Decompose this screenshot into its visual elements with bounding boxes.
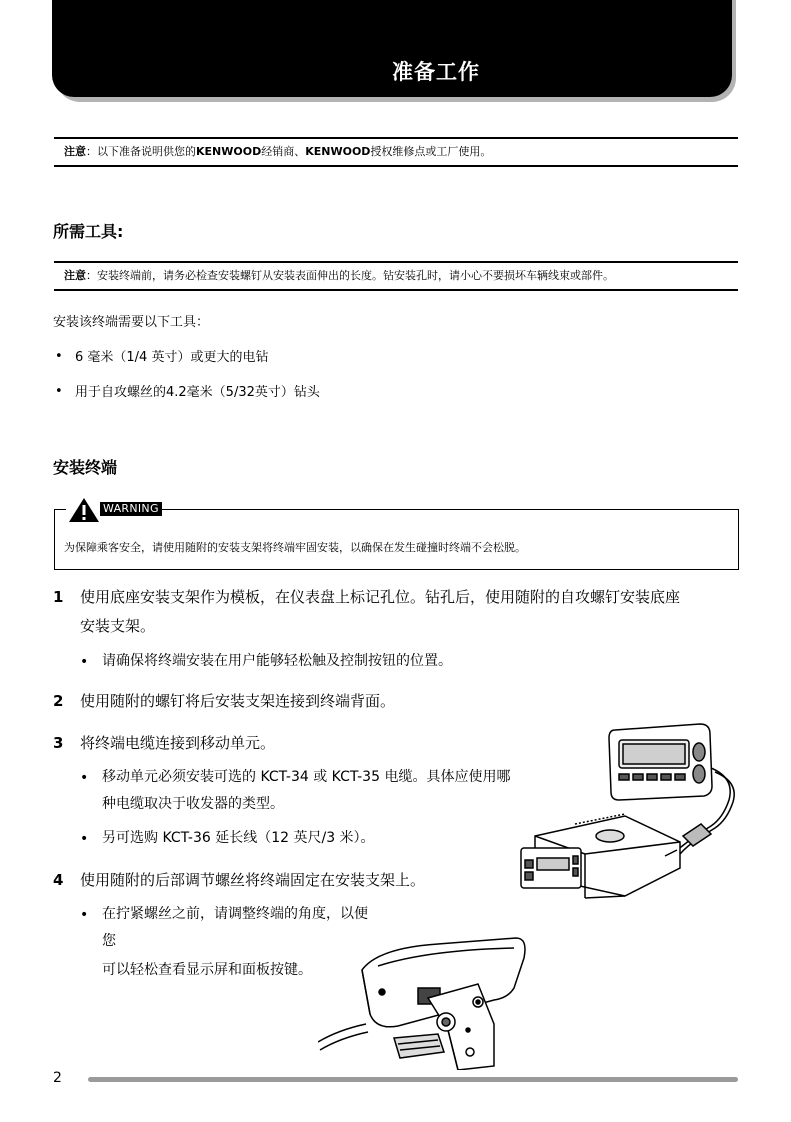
- section-heading-tools: 所需工具:: [53, 222, 124, 241]
- brand-name: KENWOOD: [305, 145, 371, 158]
- warning-text: 为保障乘客安全，请使用随附的安装支架将终端牢固安装，以确保在发生碰撞时终端不会松脱。: [64, 541, 526, 554]
- bullet: •: [55, 384, 63, 399]
- list-item: 用于自攻螺丝的4.2毫米（5/32英寸）钻头: [75, 385, 320, 400]
- step-number: 1: [53, 588, 64, 606]
- bullet: •: [80, 831, 89, 847]
- sub-item: 在拧紧螺丝之前，请调整终端的角度，以便: [102, 906, 368, 922]
- brand-name: KENWOOD: [196, 145, 262, 158]
- warning-triangle-icon: [68, 497, 100, 523]
- bullet: •: [80, 907, 89, 923]
- sub-item: 移动单元必须安装可选的 KCT-34 或 KCT-35 电缆。具体应使用哪: [102, 769, 511, 785]
- divider: [54, 289, 738, 291]
- step-text: 将终端电缆连接到移动单元。: [80, 734, 276, 752]
- note-text: ：以下准备说明供您的: [86, 145, 196, 158]
- divider: [160, 509, 738, 510]
- divider: [54, 261, 738, 263]
- bullet: •: [55, 349, 63, 364]
- bullet: •: [80, 770, 89, 786]
- step-text: 安装支架。: [80, 617, 156, 635]
- sub-item: 另可选购 KCT-36 延长线（12 英尺/3 米）。: [102, 830, 375, 846]
- top-note: [64, 145, 491, 159]
- footer-rule: [88, 1077, 738, 1082]
- page-title: 准备工作: [392, 60, 480, 84]
- note-text: 经销商、: [261, 145, 306, 158]
- terminal-cable-illustration: [515, 718, 745, 923]
- note-label: 注意: [64, 269, 86, 282]
- step-text: 使用随附的螺钉将后安装支架连接到终端背面。: [80, 692, 396, 710]
- sub-item: 您: [102, 933, 116, 949]
- step-number: 3: [53, 734, 64, 752]
- divider: [54, 509, 66, 510]
- divider: [54, 165, 738, 167]
- note-text: 授权维修点或工厂使用。: [370, 145, 492, 158]
- step-text: 使用随附的后部调节螺丝将终端固定在安装支架上。: [80, 871, 426, 889]
- sub-item: 可以轻松查看显示屏和面板按键。: [102, 962, 312, 978]
- sub-item: 请确保将终端安装在用户能够轻松触及控制按钮的位置。: [102, 653, 452, 669]
- bracket-mount-illustration: [318, 930, 533, 1070]
- step-number: 4: [53, 871, 64, 889]
- sub-item: 种电缆取决于收发器的类型。: [102, 796, 284, 812]
- note-text: ：安装终端前，请务必检查安装螺钉从安装表面伸出的长度。钻安装孔时，请小心不要损坏车辆线束或部件。: [86, 269, 614, 282]
- step-number: 2: [53, 692, 64, 710]
- step-text: 使用底座安装支架作为模板，在仪表盘上标记孔位。钻孔后，使用随附的自攻螺钉安装底座: [80, 588, 681, 606]
- section-heading-install: 安装终端: [53, 458, 118, 477]
- bullet: •: [80, 654, 89, 670]
- note-label: 注意: [64, 145, 86, 158]
- warning-label: WARNING: [100, 502, 162, 516]
- tools-note: [64, 269, 614, 283]
- list-item: 6 毫米（1/4 英寸）或更大的电钻: [75, 350, 269, 365]
- page-number: 2: [53, 1070, 62, 1086]
- divider: [54, 137, 738, 139]
- tools-intro: 安装该终端需要以下工具：: [53, 315, 210, 330]
